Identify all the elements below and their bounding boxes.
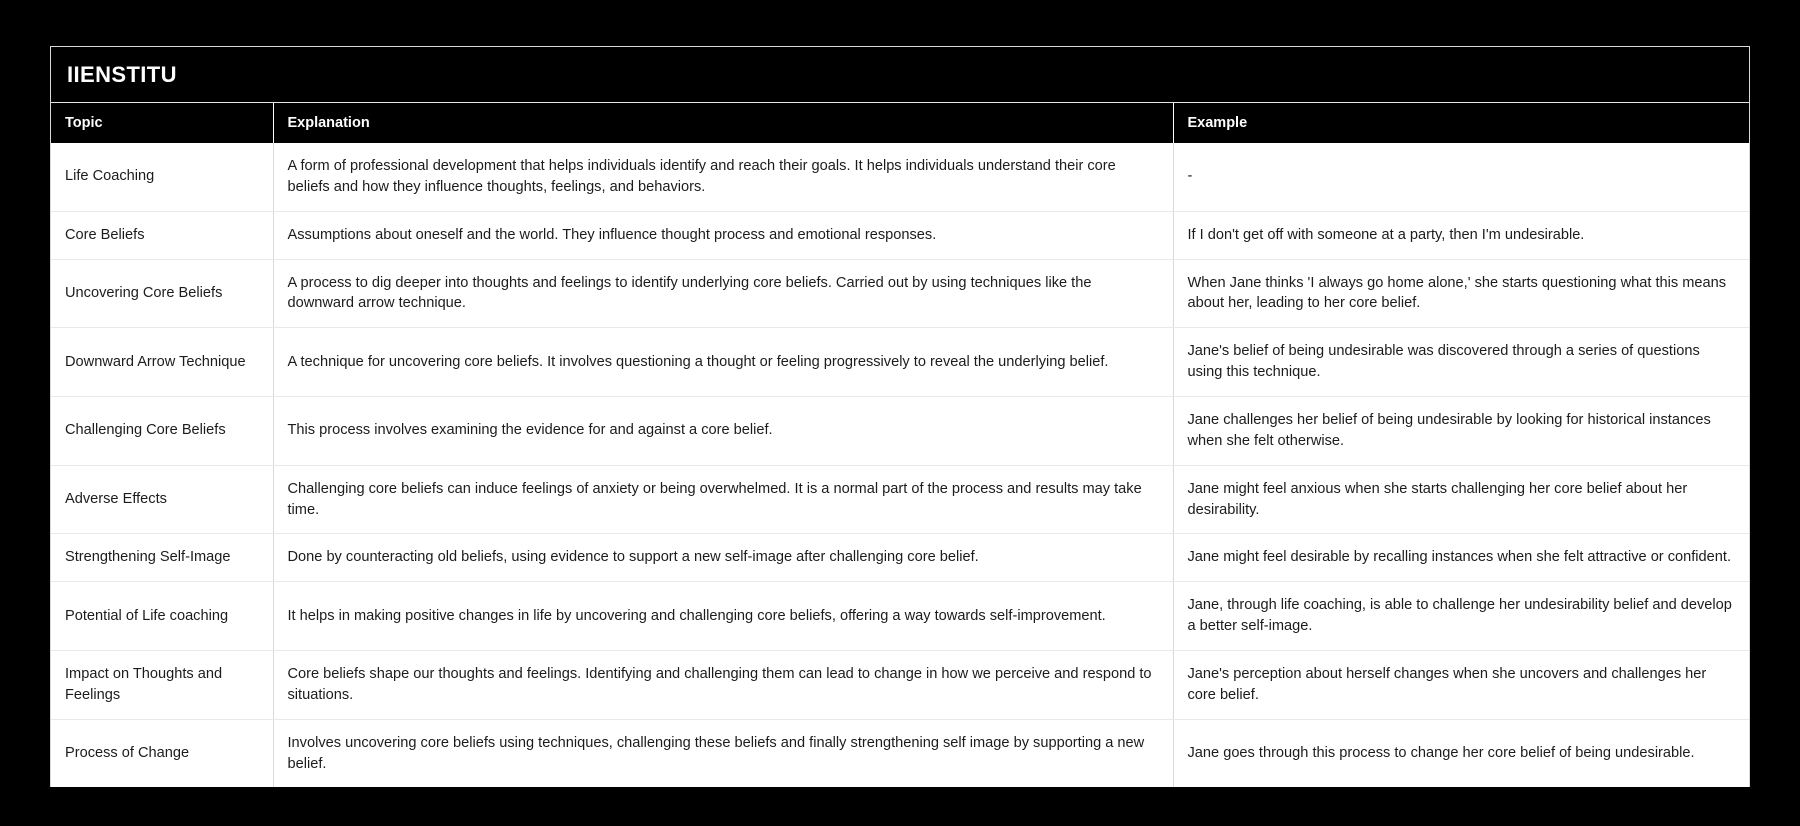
- table-row: [51, 582, 1749, 651]
- cell-topic: Impact on Thoughts and Feelings: [51, 651, 273, 720]
- cell-explanation: This process involves examining the evidence for and against a core belief.: [273, 397, 1173, 466]
- cell-example: Jane's perception about herself changes when she uncovers and challenges her core belief.: [1173, 651, 1749, 720]
- column-header-explanation: Explanation: [273, 103, 1173, 143]
- table-row: [51, 534, 1749, 582]
- cell-explanation: Involves uncovering core beliefs using techniques, challenging these beliefs and finally strengthening self image by supporting a new belief.: [273, 719, 1173, 787]
- table-header-row: [51, 103, 1749, 143]
- cell-example: When Jane thinks 'I always go home alone,' she starts questioning what this means about her, leading to her core belief.: [1173, 259, 1749, 328]
- cell-example: Jane, through life coaching, is able to challenge her undesirability belief and develop a better self-image.: [1173, 582, 1749, 651]
- column-header-topic: Topic: [51, 103, 273, 143]
- table-row: [51, 211, 1749, 259]
- cell-example: Jane's belief of being undesirable was discovered through a series of questions using this technique.: [1173, 328, 1749, 397]
- cell-example: Jane might feel desirable by recalling instances when she felt attractive or confident.: [1173, 534, 1749, 582]
- cell-topic: Downward Arrow Technique: [51, 328, 273, 397]
- cell-topic: Potential of Life coaching: [51, 582, 273, 651]
- table-body: [51, 143, 1749, 787]
- cell-explanation: A form of professional development that helps individuals identify and reach their goals. It helps individuals understand their core beliefs and how they influence thoughts, feelings, and behaviors.: [273, 143, 1173, 211]
- cell-explanation: Assumptions about oneself and the world. They influence thought process and emotional responses.: [273, 211, 1173, 259]
- cell-example: Jane challenges her belief of being undesirable by looking for historical instances when she felt otherwise.: [1173, 397, 1749, 466]
- cell-explanation: A technique for uncovering core beliefs. It involves questioning a thought or feeling progressively to reveal the underlying belief.: [273, 328, 1173, 397]
- cell-topic: Core Beliefs: [51, 211, 273, 259]
- table-row: [51, 719, 1749, 787]
- table-row: [51, 397, 1749, 466]
- cell-example: Jane goes through this process to change her core belief of being undesirable.: [1173, 719, 1749, 787]
- table-card: [50, 46, 1750, 787]
- cell-explanation: Challenging core beliefs can induce feelings of anxiety or being overwhelmed. It is a normal part of the process and results may take time.: [273, 465, 1173, 534]
- brand-title: IIENSTITU: [67, 61, 177, 87]
- table-row: [51, 143, 1749, 211]
- table-row: [51, 259, 1749, 328]
- cell-topic: Life Coaching: [51, 143, 273, 211]
- table-head: [51, 103, 1749, 143]
- cell-topic: Uncovering Core Beliefs: [51, 259, 273, 328]
- cell-explanation: Done by counteracting old beliefs, using evidence to support a new self-image after challenging core belief.: [273, 534, 1173, 582]
- cell-topic: Adverse Effects: [51, 465, 273, 534]
- cell-example: -: [1173, 143, 1749, 211]
- cell-topic: Strengthening Self-Image: [51, 534, 273, 582]
- cell-explanation: It helps in making positive changes in life by uncovering and challenging core beliefs, offering a way towards self-improvement.: [273, 582, 1173, 651]
- cell-example: Jane might feel anxious when she starts challenging her core belief about her desirability.: [1173, 465, 1749, 534]
- table-row: [51, 651, 1749, 720]
- cell-example: If I don't get off with someone at a party, then I'm undesirable.: [1173, 211, 1749, 259]
- core-beliefs-table: [51, 103, 1749, 787]
- cell-explanation: A process to dig deeper into thoughts and feelings to identify underlying core beliefs. Carried out by using techniques like the downward arrow technique.: [273, 259, 1173, 328]
- cell-explanation: Core beliefs shape our thoughts and feelings. Identifying and challenging them can lead to change in how we perceive and respond to situations.: [273, 651, 1173, 720]
- column-header-example: Example: [1173, 103, 1749, 143]
- brand-header: [51, 47, 1749, 103]
- cell-topic: Challenging Core Beliefs: [51, 397, 273, 466]
- table-row: [51, 465, 1749, 534]
- cell-topic: Process of Change: [51, 719, 273, 787]
- table-row: [51, 328, 1749, 397]
